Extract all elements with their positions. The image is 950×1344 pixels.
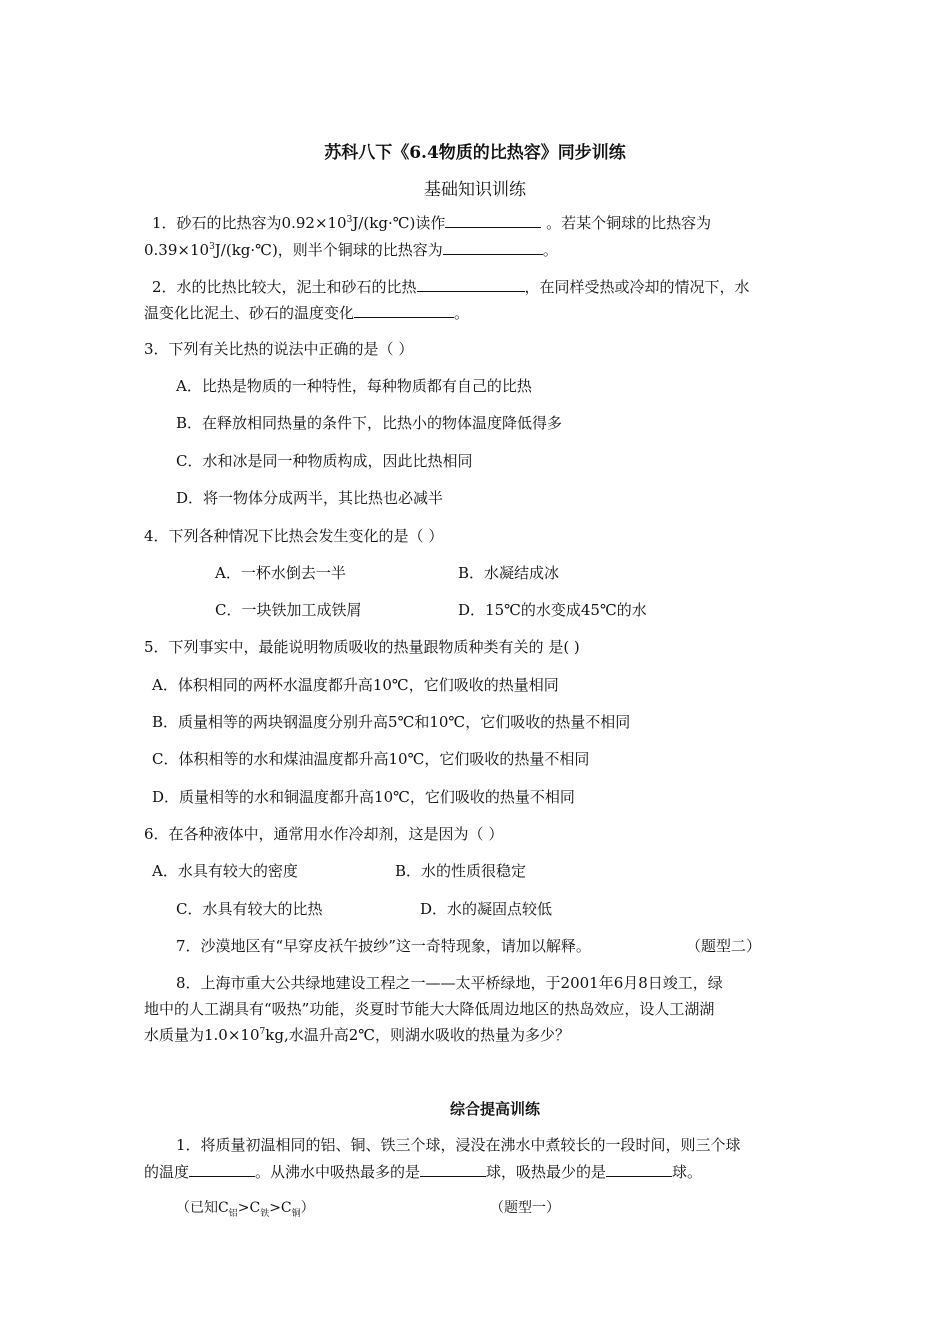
question-2-line-1: [152, 277, 750, 297]
p1-blank-2[interactable]: [420, 1163, 486, 1177]
q8-text-c2: kg,水温升高2℃，则湖水吸收的热量为多少？: [265, 1026, 571, 1044]
question-5-option-b[interactable]: B．质量相等的两块钢温度分别升高5℃和10℃，它们吸收的热量不相同: [152, 713, 631, 731]
question-5-option-a[interactable]: A．体积相同的两杯水温度都升高10℃，它们吸收的热量相同: [152, 676, 559, 694]
q2-blank-1[interactable]: [417, 278, 525, 292]
question-3-option-c[interactable]: C．水和冰是同一种物质构成，因此比热相同: [176, 452, 473, 470]
document-title: 苏科八下《6.4物质的比热容》同步训练: [324, 143, 626, 163]
question-6-option-d[interactable]: D．水的凝固点较低: [420, 900, 553, 918]
question-8-line-3: [144, 1025, 570, 1045]
question-3-option-b[interactable]: B．在释放相同热量的条件下，比热小的物体温度降低得多: [176, 414, 563, 432]
question-4-stem: 4．下列各种情况下比热会发生变化的是（ ）: [144, 527, 444, 545]
question-3-option-d[interactable]: D．将一物体分成两半，其比热也必减半: [176, 489, 444, 507]
q8-text-c: 水质量为1.0×10: [144, 1026, 260, 1044]
q1-text-a2: J/(kg·℃)读作: [352, 214, 446, 232]
question-3-option-a[interactable]: A．比热是物质的一种特性，每种物质都有自己的比热: [176, 377, 532, 395]
question-4-option-b[interactable]: B．水凝结成冰: [458, 564, 560, 582]
question-4-option-c[interactable]: C．一块铁加工成铁屑: [215, 601, 362, 619]
q1-text-b3: 。: [542, 241, 558, 259]
p1-note-prefix: （已知C: [176, 1200, 229, 1216]
question-5-option-d[interactable]: D．质量相等的水和铜温度都升高10℃，它们吸收的热量不相同: [152, 788, 575, 806]
p1-note-gt-1: >C: [237, 1200, 261, 1216]
question-5-option-c[interactable]: C．体积相等的水和煤油温度都升高10℃，它们吸收的热量不相同: [152, 750, 590, 768]
q1-text-b: 0.39×10: [144, 241, 210, 259]
question-7-text: 7．沙漠地区有“早穿皮袄午披纱”这一奇特现象，请加以解释。: [176, 937, 591, 955]
p1-note-gt-2: >C: [269, 1200, 292, 1216]
section-heading-basic: 基础知识训练: [424, 180, 526, 200]
question-4-option-a[interactable]: A．一杯水倒去一半: [215, 564, 346, 582]
p1-note-sub-aluminum: 铝: [228, 1208, 238, 1219]
q1-superscript-b: 3: [209, 242, 215, 252]
problem-1-line-2: [144, 1162, 702, 1182]
question-8-line-2: 地中的人工湖具有“吸热”功能，炎夏时节能大大降低周边地区的热岛效应，设人工湖湖: [144, 1000, 715, 1018]
question-6-option-c[interactable]: C．水具有较大的比热: [176, 900, 323, 918]
q2-text-b2: 。: [454, 304, 470, 322]
p1-blank-3[interactable]: [606, 1163, 672, 1177]
question-7-tag: （题型二）: [686, 937, 762, 955]
question-1-line-2: [144, 240, 558, 260]
p1-text-b: 的温度: [144, 1163, 190, 1181]
question-3-stem: 3．下列有关比热的说法中正确的是（ ）: [144, 340, 414, 358]
q1-superscript-a: 3: [346, 215, 353, 225]
q1-blank-2[interactable]: [443, 241, 543, 255]
problem-1-note: [176, 1198, 315, 1218]
q1-text-a3: 。若某个铜球的比热容为: [541, 214, 712, 232]
p1-blank-1[interactable]: [189, 1163, 255, 1177]
question-6-option-b[interactable]: B．水的性质很稳定: [395, 862, 527, 880]
p1-text-b4: 球。: [672, 1163, 703, 1181]
problem-1-tag: （题型一）: [490, 1200, 560, 1216]
q2-text-b: 温变化比泥土、砂石的温度变化: [144, 304, 355, 322]
question-1-line-1: [152, 213, 711, 233]
p1-note-suffix: ）: [300, 1200, 315, 1216]
p1-note-sub-copper: 铜: [291, 1208, 301, 1219]
question-6-option-a[interactable]: A．水具有较大的密度: [152, 862, 298, 880]
q2-text-a2: ，在同样受热或冷却的情况下，水: [524, 278, 750, 296]
q1-text-b2: J/(kg·℃)，则半个铜球的比热容为: [214, 241, 443, 259]
question-6-stem: 6．在各种液体中，通常用水作冷却剂，这是因为（ ）: [144, 825, 504, 843]
q2-blank-2[interactable]: [354, 304, 454, 318]
question-4-option-d[interactable]: D．15℃的水变成45℃的水: [458, 601, 647, 619]
q1-blank-1[interactable]: [445, 214, 541, 228]
question-8-line-1: 8．上海市重大公共绿地建设工程之一——太平桥绿地，于2001年6月8日竣工，绿: [176, 974, 723, 992]
section-heading-advanced: 综合提高训练: [449, 1100, 540, 1118]
problem-1-line-1: 1．将质量初温相同的铝、铜、铁三个球，浸没在沸水中煮较长的一段时间，则三个球: [176, 1136, 741, 1154]
q2-text-a: 2．水的比热比较大，泥土和砂石的比热: [152, 278, 417, 296]
q8-superscript: 7: [259, 1027, 266, 1037]
question-2-line-2: [144, 303, 469, 323]
p1-note-sub-iron: 铁: [260, 1208, 270, 1219]
p1-text-b3: 球，吸热最少的是: [486, 1163, 607, 1181]
question-5-stem: 5．下列事实中，最能说明物质吸收的热量跟物质种类有关的 是( ): [144, 638, 580, 656]
q1-text-a: 1．砂石的比热容为0.92×10: [152, 214, 347, 232]
p1-text-b2: 。从沸水中吸热最多的是: [255, 1163, 421, 1181]
